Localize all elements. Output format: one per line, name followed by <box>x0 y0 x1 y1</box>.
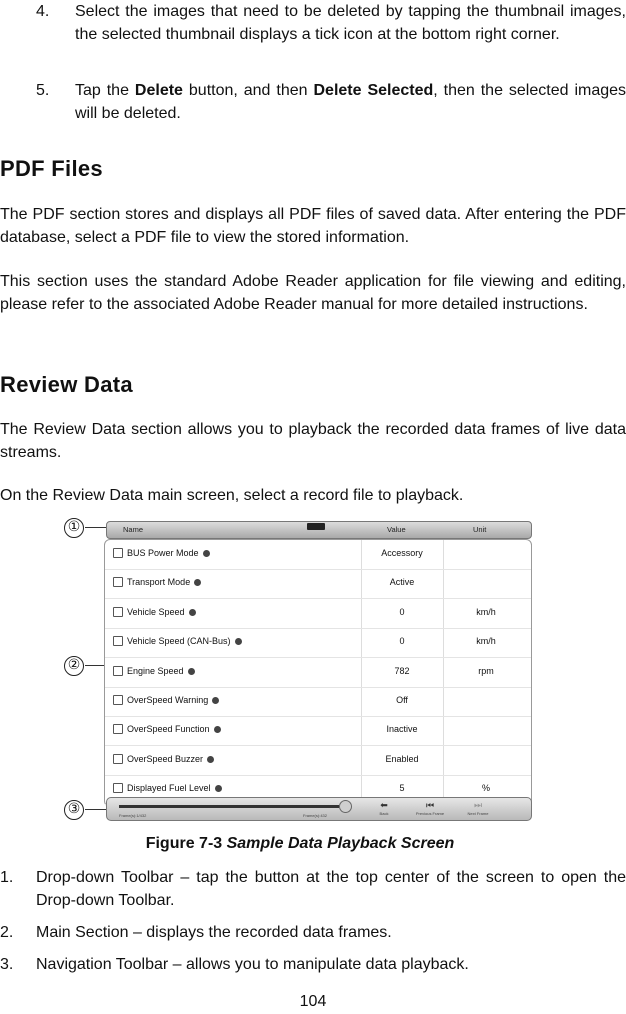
row-unit: rpm <box>478 665 494 676</box>
row-checkbox[interactable] <box>113 783 123 793</box>
row-value: 782 <box>394 665 410 676</box>
table-row[interactable] <box>105 746 531 776</box>
legend-text: Drop-down Toolbar – tap the button at the top center of the screen to open the Drop-down Toolbar. <box>36 869 626 909</box>
row-name: OverSpeed Function <box>127 724 221 734</box>
step-number: 5. <box>36 82 50 99</box>
back-arrow-icon: ⬅ <box>380 800 388 810</box>
previous-frame-icon: ⏮ <box>425 800 435 810</box>
row-value: 5 <box>399 783 405 794</box>
row-value: Inactive <box>386 724 418 735</box>
column-header-name: Name <box>123 525 144 534</box>
row-checkbox[interactable] <box>113 548 123 558</box>
legend-number: 1. <box>0 869 14 886</box>
row-value: Enabled <box>385 753 419 764</box>
step-text: Tap the Delete button, and then Delete Selected, then the selected images will be deleted. <box>75 82 626 122</box>
review-paragraph-1: The Review Data section allows you to playback the recorded data frames of live data streams. <box>0 421 626 461</box>
row-checkbox[interactable] <box>113 607 123 617</box>
row-name: OverSpeed Buzzer <box>127 754 214 764</box>
frame-start-label: Frame(s):1/432 <box>119 813 147 818</box>
next-frame-icon: ⏭ <box>473 800 483 810</box>
row-value: 0 <box>399 636 405 647</box>
previous-frame-button[interactable]: ⏮ Previous Frame <box>415 800 445 816</box>
row-name: Vehicle Speed (CAN-Bus) <box>127 636 242 646</box>
legend-text: Navigation Toolbar – allows you to manipulate data playback. <box>36 956 469 973</box>
info-icon[interactable] <box>207 756 214 763</box>
column-header-value: Value <box>387 525 406 534</box>
info-icon[interactable] <box>212 697 219 704</box>
navigation-toolbar <box>106 797 532 821</box>
leader-line <box>85 809 106 810</box>
step-number: 4. <box>36 3 50 20</box>
callout-3: ③ <box>64 800 84 820</box>
info-icon[interactable] <box>194 579 201 586</box>
dropdown-handle[interactable] <box>307 523 325 530</box>
row-checkbox[interactable] <box>113 724 123 734</box>
row-checkbox[interactable] <box>113 695 123 705</box>
section-heading-review: Review Data <box>0 372 133 397</box>
playback-screen-figure <box>64 514 534 824</box>
pdf-paragraph-1: The PDF section stores and displays all PDF files of saved data. After entering the PDF database, select a PDF file to view the stored information. <box>0 206 626 246</box>
table-row[interactable] <box>105 540 531 570</box>
info-icon[interactable] <box>235 638 242 645</box>
back-button[interactable]: ⬅ Back <box>379 800 389 816</box>
table-row[interactable] <box>105 628 531 658</box>
callout-2: ② <box>64 656 84 676</box>
step-text: Select the images that need to be deleted by tapping the thumbnail images, the selected thumbnail displays a tick icon at the bottom right corner. <box>75 3 626 43</box>
page-number: 104 <box>299 993 327 1010</box>
row-name: OverSpeed Warning <box>127 695 219 705</box>
leader-line <box>85 527 106 528</box>
row-value: 0 <box>399 606 405 617</box>
row-value: Active <box>389 577 415 588</box>
leader-line <box>85 665 104 666</box>
row-checkbox[interactable] <box>113 754 123 764</box>
table-row[interactable] <box>105 569 531 599</box>
callout-1: ① <box>64 518 84 538</box>
row-checkbox[interactable] <box>113 666 123 676</box>
legend-number: 3. <box>0 956 14 973</box>
row-name: Transport Mode <box>127 577 201 587</box>
table-row[interactable] <box>105 599 531 629</box>
info-icon[interactable] <box>203 550 210 557</box>
row-name: Vehicle Speed <box>127 607 196 617</box>
row-name: Engine Speed <box>127 666 195 676</box>
row-name: Displayed Fuel Level <box>127 783 222 793</box>
row-checkbox[interactable] <box>113 636 123 646</box>
info-icon[interactable] <box>215 785 222 792</box>
column-header-unit: Unit <box>473 525 487 534</box>
pdf-paragraph-2: This section uses the standard Adobe Reader application for file viewing and editing, please refer to the associated Adobe Reader manual for more detailed instructions. <box>0 273 626 313</box>
info-icon[interactable] <box>189 609 196 616</box>
review-paragraph-2: On the Review Data main screen, select a record file to playback. <box>0 487 464 504</box>
figure-caption: Figure 7-3 Sample Data Playback Screen <box>145 835 455 852</box>
playback-slider[interactable] <box>119 805 339 808</box>
row-name: BUS Power Mode <box>127 548 210 558</box>
row-checkbox[interactable] <box>113 577 123 587</box>
frame-end-label: Frame(s):432 <box>303 813 328 818</box>
info-icon[interactable] <box>188 668 195 675</box>
main-data-section <box>104 539 532 807</box>
next-frame-button[interactable]: ⏭ Next Frame <box>467 800 489 816</box>
table-row[interactable] <box>105 716 531 746</box>
row-value: Off <box>396 695 408 705</box>
legend-number: 2. <box>0 924 14 941</box>
table-row[interactable] <box>105 687 531 717</box>
info-icon[interactable] <box>214 726 221 733</box>
row-unit: km/h <box>476 606 496 617</box>
row-unit: % <box>481 783 490 794</box>
dropdown-toolbar-header[interactable] <box>106 521 532 539</box>
row-unit: km/h <box>476 636 496 647</box>
slider-knob[interactable] <box>339 800 352 813</box>
table-row[interactable] <box>105 658 531 688</box>
section-heading-pdf: PDF Files <box>0 156 103 181</box>
legend-text: Main Section – displays the recorded data frames. <box>36 924 392 941</box>
row-value: Accessory <box>381 548 423 558</box>
